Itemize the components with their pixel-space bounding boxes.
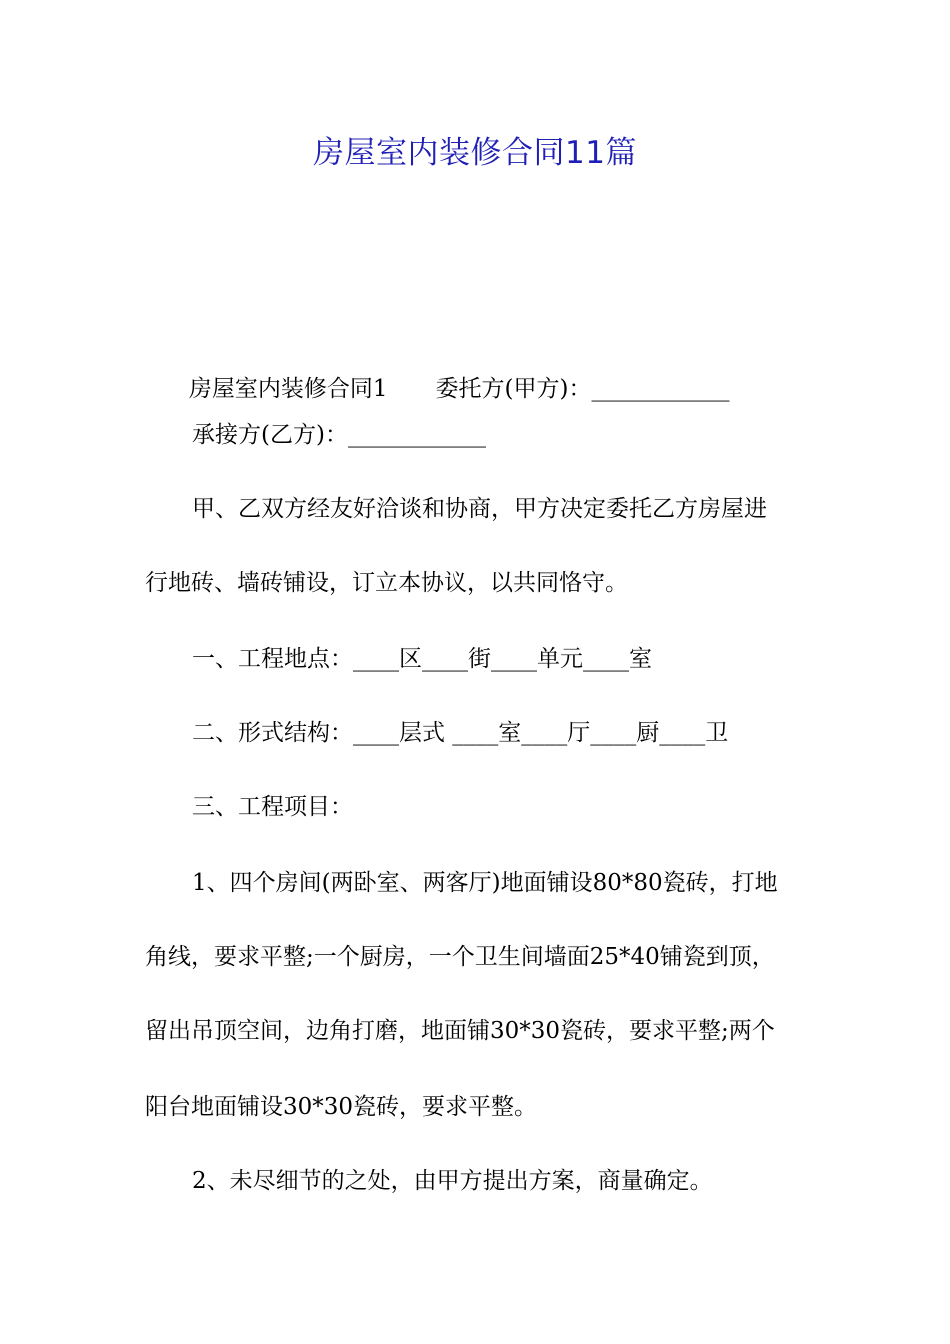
item-2-line: 2、未尽细节的之处，由甲方提出方案，商量确定。 [192, 1168, 713, 1194]
party-b-field: 承接方(乙方)：____________ [192, 422, 486, 448]
structure-form-line: 二、形式结构：____层式 ____室____厅____厨____卫 [192, 720, 729, 746]
contract-subtitle: 房屋室内装修合同1 [188, 376, 388, 402]
project-items-heading: 三、工程项目： [192, 794, 353, 820]
item-1-line-1: 1、四个房间(两卧室、两客厅)地面铺设80*80瓷砖，打地 [192, 870, 778, 896]
paragraph-intro-line-2: 行地砖、墙砖铺设，订立本协议，以共同恪守。 [145, 570, 628, 596]
paragraph-intro-line-1: 甲、乙双方经友好洽谈和协商，甲方决定委托乙方房屋进 [192, 496, 767, 522]
document-title: 房屋室内装修合同11篇 [313, 135, 637, 171]
project-location-line: 一、工程地点：____区____街____单元____室 [192, 646, 652, 672]
item-1-line-4: 阳台地面铺设30*30瓷砖，要求平整。 [145, 1094, 538, 1120]
item-1-line-2: 角线，要求平整;一个厨房，一个卫生间墙面25*40铺瓷到顶， [145, 944, 775, 970]
party-a-field: 委托方(甲方)：____________ [435, 376, 730, 402]
item-1-line-3: 留出吊顶空间，边角打磨，地面铺30*30瓷砖，要求平整;两个 [145, 1018, 775, 1044]
